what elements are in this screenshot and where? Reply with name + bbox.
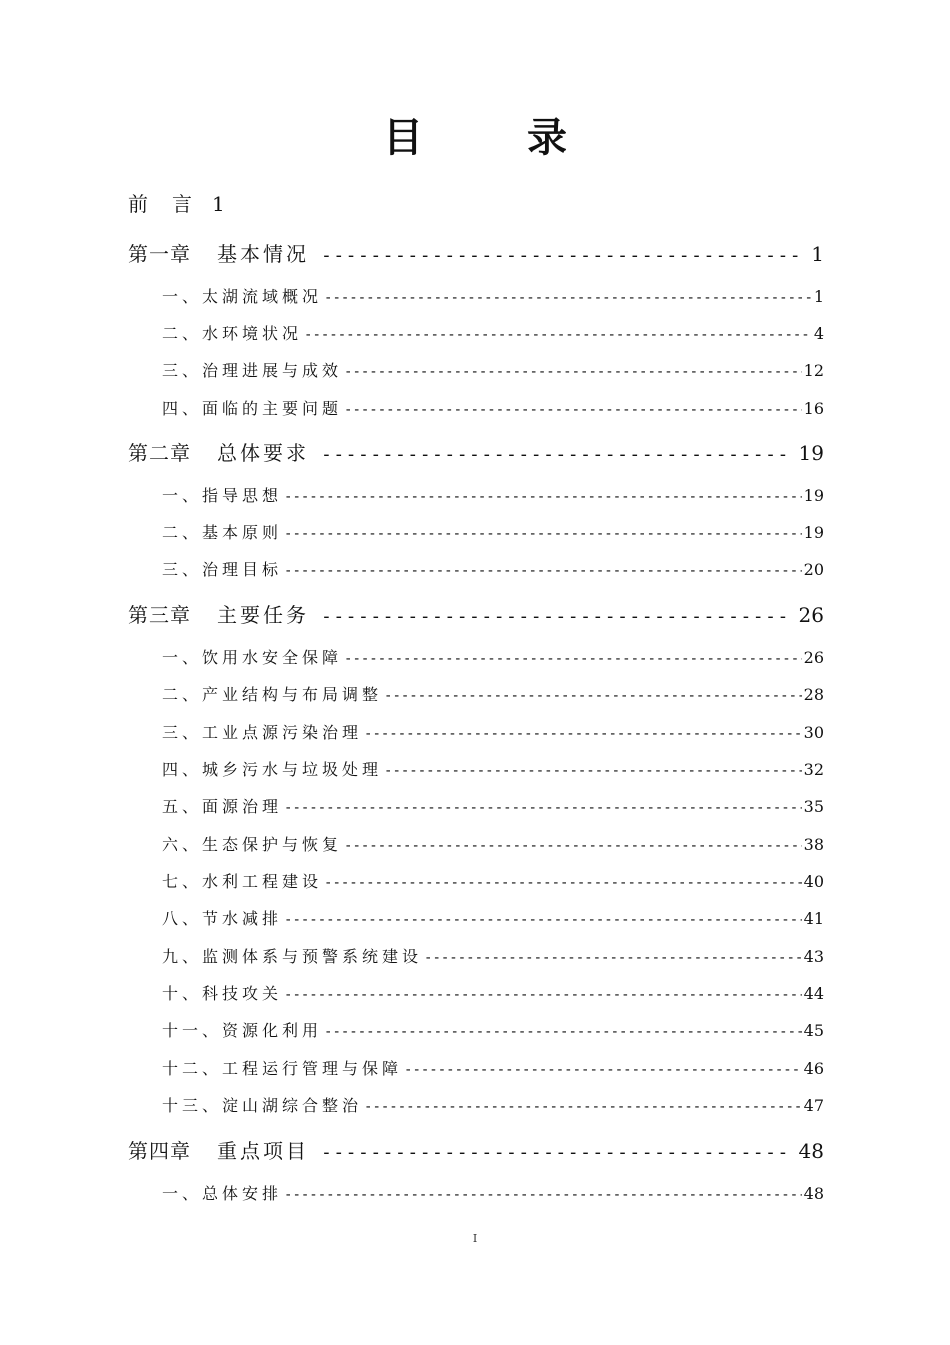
section-page: 40	[803, 872, 824, 891]
section-label: 七、水利工程建设	[162, 872, 323, 891]
chapter-name: 基本情况	[217, 242, 309, 266]
leader-dots	[304, 327, 812, 343]
toc-section[interactable]	[162, 1093, 824, 1116]
section-page: 1	[813, 287, 824, 306]
section-page: 4	[813, 324, 824, 343]
section-label: 二、水环境状况	[162, 324, 303, 343]
toc-section[interactable]	[162, 1056, 824, 1079]
toc-chapter-2[interactable]	[128, 437, 824, 466]
section-label: 四、城乡污水与垃圾处理	[162, 760, 383, 779]
chapter-page: 26	[798, 603, 824, 627]
leader-dots	[344, 402, 802, 418]
toc-chapter-4[interactable]	[128, 1135, 824, 1164]
section-page: 12	[803, 361, 824, 380]
toc-section[interactable]	[162, 358, 824, 381]
leader-dots	[284, 563, 802, 579]
leader-dots	[324, 1024, 802, 1040]
preface-label-b: 言	[172, 192, 194, 216]
section-page: 45	[803, 1021, 824, 1040]
leader-dots	[364, 726, 802, 742]
chapter-name: 重点项目	[217, 1139, 309, 1163]
leader-dots	[324, 290, 812, 306]
toc-section[interactable]	[162, 757, 824, 780]
chapter-page: 1	[811, 242, 824, 266]
section-label: 一、太湖流域概况	[162, 287, 323, 306]
section-label: 一、总体安排	[162, 1184, 283, 1203]
leader-dots	[384, 688, 802, 704]
toc-section[interactable]	[162, 557, 824, 580]
page-number: I	[472, 1232, 478, 1245]
section-label: 八、节水减排	[162, 909, 283, 928]
section-label: 十、科技攻关	[162, 984, 283, 1003]
section-label: 十三、淀山湖综合整治	[162, 1096, 363, 1115]
toc-section[interactable]	[162, 284, 824, 307]
preface-page: 1	[212, 192, 227, 216]
chapter-page: 19	[798, 441, 824, 465]
section-label: 三、治理进展与成效	[162, 361, 343, 380]
chapter-page: 48	[798, 1139, 824, 1163]
section-page: 48	[803, 1184, 824, 1203]
toc-section[interactable]	[162, 1018, 824, 1041]
leader-dots	[284, 987, 802, 1003]
leader-dots	[344, 651, 802, 667]
section-label: 五、面源治理	[162, 797, 283, 816]
section-label: 一、饮用水安全保障	[162, 648, 343, 667]
chapter-name: 主要任务	[217, 603, 309, 627]
section-page: 19	[803, 486, 824, 505]
leader-dots	[321, 606, 791, 627]
toc-section[interactable]	[162, 483, 824, 506]
section-page: 19	[803, 523, 824, 542]
toc-section[interactable]	[162, 321, 824, 344]
toc-chapter-3[interactable]	[128, 599, 824, 628]
toc-chapter-1[interactable]	[128, 238, 824, 267]
section-page: 35	[803, 797, 824, 816]
section-page: 20	[803, 560, 824, 579]
chapter-no: 第一章	[128, 242, 191, 266]
leader-dots	[284, 489, 802, 505]
section-label: 三、治理目标	[162, 560, 283, 579]
leader-dots	[321, 444, 791, 465]
toc-section[interactable]	[162, 981, 824, 1004]
chapter-no: 第二章	[128, 441, 191, 465]
section-page: 30	[803, 723, 824, 742]
section-page: 26	[803, 648, 824, 667]
leader-dots	[284, 1187, 802, 1203]
toc-section[interactable]	[162, 396, 824, 419]
leader-dots	[284, 800, 802, 816]
toc-section[interactable]	[162, 645, 824, 668]
toc-section[interactable]	[162, 869, 824, 892]
toc-section[interactable]	[162, 520, 824, 543]
leader-dots	[384, 763, 802, 779]
section-page: 46	[803, 1059, 824, 1078]
preface-label-a: 前	[128, 192, 150, 216]
chapter-name: 总体要求	[217, 441, 309, 465]
leader-dots	[424, 950, 802, 966]
page-title: 目 录	[383, 114, 599, 161]
section-page: 41	[803, 909, 824, 928]
chapter-no: 第三章	[128, 603, 191, 627]
leader-dots	[321, 245, 803, 266]
section-page: 44	[803, 984, 824, 1003]
section-label: 六、生态保护与恢复	[162, 835, 343, 854]
toc-section[interactable]	[162, 1181, 824, 1204]
section-page: 38	[803, 835, 824, 854]
section-label: 十一、资源化利用	[162, 1021, 323, 1040]
section-label: 四、面临的主要问题	[162, 399, 343, 418]
leader-dots	[324, 875, 802, 891]
section-label: 二、产业结构与布局调整	[162, 685, 383, 704]
section-label: 二、基本原则	[162, 523, 283, 542]
section-page: 28	[803, 685, 824, 704]
section-page: 47	[803, 1096, 824, 1115]
toc-section[interactable]	[162, 906, 824, 929]
section-page: 32	[803, 760, 824, 779]
section-page: 16	[803, 399, 824, 418]
section-label: 九、监测体系与预警系统建设	[162, 947, 423, 966]
section-label: 十二、工程运行管理与保障	[162, 1059, 403, 1078]
leader-dots	[404, 1062, 802, 1078]
section-label: 三、工业点源污染治理	[162, 723, 363, 742]
toc-preface[interactable]	[128, 188, 227, 217]
toc-section[interactable]	[162, 794, 824, 817]
leader-dots	[344, 364, 802, 380]
toc-section[interactable]	[162, 832, 824, 855]
section-page: 43	[803, 947, 824, 966]
toc-section[interactable]	[162, 682, 824, 705]
section-label: 一、指导思想	[162, 486, 283, 505]
toc-section[interactable]	[162, 944, 824, 967]
leader-dots	[284, 912, 802, 928]
chapter-no: 第四章	[128, 1139, 191, 1163]
toc-section[interactable]	[162, 720, 824, 743]
leader-dots	[344, 838, 802, 854]
leader-dots	[321, 1142, 791, 1163]
leader-dots	[364, 1099, 802, 1115]
leader-dots	[284, 526, 802, 542]
